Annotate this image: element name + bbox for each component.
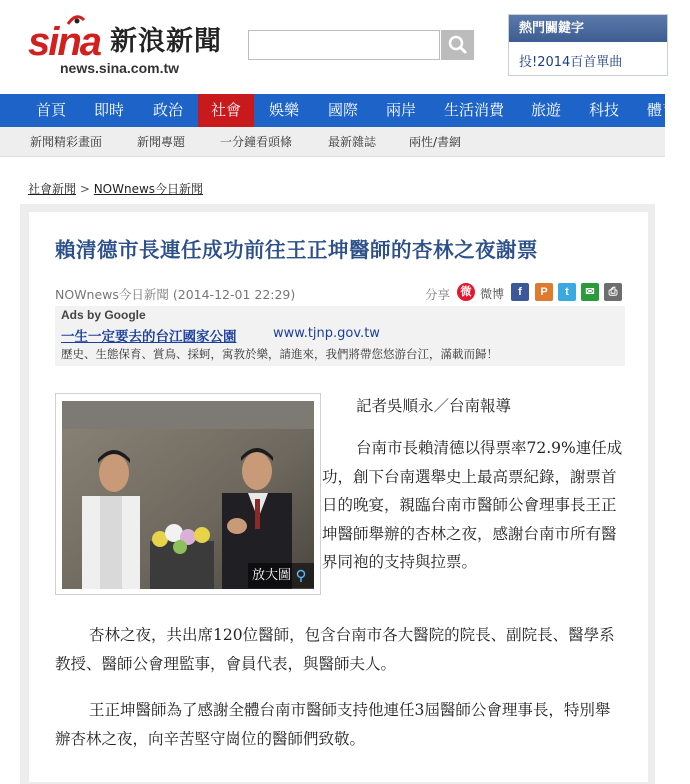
- nav-item-lifestyle[interactable]: 生活消費: [443, 101, 504, 119]
- breadcrumb-section-link[interactable]: 社會新聞: [28, 182, 77, 196]
- paragraph-text: 王正坤醫師為了感謝全體台南市醫師支持他連任3屆醫師公會理事長，特別舉辦杏林之夜，向辛苦堅守崗位的醫師們致敬。: [55, 701, 611, 748]
- subnav-item-headlines[interactable]: 一分鐘看頭條: [220, 135, 293, 149]
- logo-chinese-text: 新浪新聞: [110, 26, 222, 57]
- article-paragraph-3: [55, 696, 625, 753]
- nav-item-travel[interactable]: 旅遊: [530, 101, 561, 119]
- site-header: [0, 0, 665, 94]
- logo-sina-text: sina: [28, 20, 101, 64]
- nav-item-sports[interactable]: 體育: [646, 101, 677, 119]
- twitter-icon[interactable]: t: [558, 283, 576, 301]
- nav-item-entertainment[interactable]: 娛樂: [268, 101, 299, 119]
- ads-url[interactable]: www.tjnp.gov.tw: [273, 326, 380, 341]
- print-icon[interactable]: ⎙: [604, 283, 622, 301]
- main-nav: [0, 94, 677, 127]
- hot-keywords-box: [508, 14, 668, 76]
- email-icon[interactable]: ✉: [581, 283, 599, 301]
- article-title: 賴清德市長連任成功前往王正坤醫師的杏林之夜謝票: [55, 238, 538, 262]
- zoom-label: 放大圖: [252, 568, 292, 583]
- hot-keyword-link[interactable]: 投!2014百首單曲: [519, 55, 623, 70]
- ads-link[interactable]: 一生一定要去的台江國家公園: [61, 329, 237, 345]
- sina-logo[interactable]: [28, 14, 238, 76]
- subnav-item-magazines[interactable]: 最新雜誌: [328, 135, 377, 149]
- facebook-icon[interactable]: f: [511, 283, 529, 301]
- article-paragraph-2: [55, 621, 625, 678]
- paragraph-text: 杏林之夜，共出席120位醫師，包含台南市各大醫院的院長、副院長、醫學系教授、醫師公會理監事，會員代表，與醫師夫人。: [55, 626, 615, 673]
- share-weibo-label[interactable]: 微博: [480, 287, 505, 301]
- share-label: 分享: [425, 287, 451, 302]
- article-meta: NOWnews今日新聞 (2014-12-01 22:29): [55, 287, 296, 302]
- search-icon: [441, 30, 474, 60]
- article-photo[interactable]: [62, 401, 314, 589]
- reporter-byline: 記者吳順永／台南報導: [356, 397, 512, 415]
- nav-item-international[interactable]: 國際: [327, 101, 358, 119]
- breadcrumb-source-link[interactable]: NOWnews今日新聞: [93, 182, 204, 196]
- logo-url-text: news.sina.com.tw: [60, 60, 180, 76]
- sub-nav: [0, 127, 665, 157]
- article-paragraph-1: [322, 434, 625, 577]
- hot-keywords-title: 熱門關鍵字: [509, 15, 667, 42]
- zoom-button[interactable]: [248, 563, 314, 588]
- search-input[interactable]: [248, 30, 440, 60]
- weibo-icon[interactable]: 微: [457, 283, 475, 301]
- nav-item-breaking[interactable]: 即時: [93, 101, 124, 119]
- subnav-item-gender-books[interactable]: 兩性/書網: [409, 135, 462, 149]
- magnifier-icon: [295, 569, 307, 583]
- subnav-item-highlights[interactable]: 新聞精彩畫面: [30, 135, 103, 149]
- paragraph-text: 台南市長賴清德以得票率72.9%連任成功，創下台南選舉史上最高票紀錄，謝票首日的晚宴，親臨台南市醫師公會理事長王正坤醫師舉辦的杏林之夜，感謝台南市所有醫界同袍的支持與拉票。: [322, 439, 623, 571]
- ads-label: Ads by Google: [61, 308, 146, 322]
- subnav-item-topics[interactable]: 新聞專題: [137, 135, 186, 149]
- plurk-icon[interactable]: P: [535, 283, 553, 301]
- nav-item-society[interactable]: 社會: [198, 94, 254, 127]
- nav-item-home[interactable]: 首頁: [35, 101, 66, 119]
- nav-item-cross-strait[interactable]: 兩岸: [385, 101, 416, 119]
- breadcrumb-separator: >: [76, 182, 94, 196]
- ads-description: 歷史、生態保育、賞鳥、採蚵，寓教於樂，請進來，我們將帶您悠游台江，滿載而歸！: [61, 347, 498, 361]
- search-button[interactable]: [441, 30, 474, 60]
- breadcrumb: [28, 180, 203, 197]
- nav-item-tech[interactable]: 科技: [588, 101, 619, 119]
- google-ads-box: [55, 306, 625, 366]
- nav-item-politics[interactable]: 政治: [152, 101, 183, 119]
